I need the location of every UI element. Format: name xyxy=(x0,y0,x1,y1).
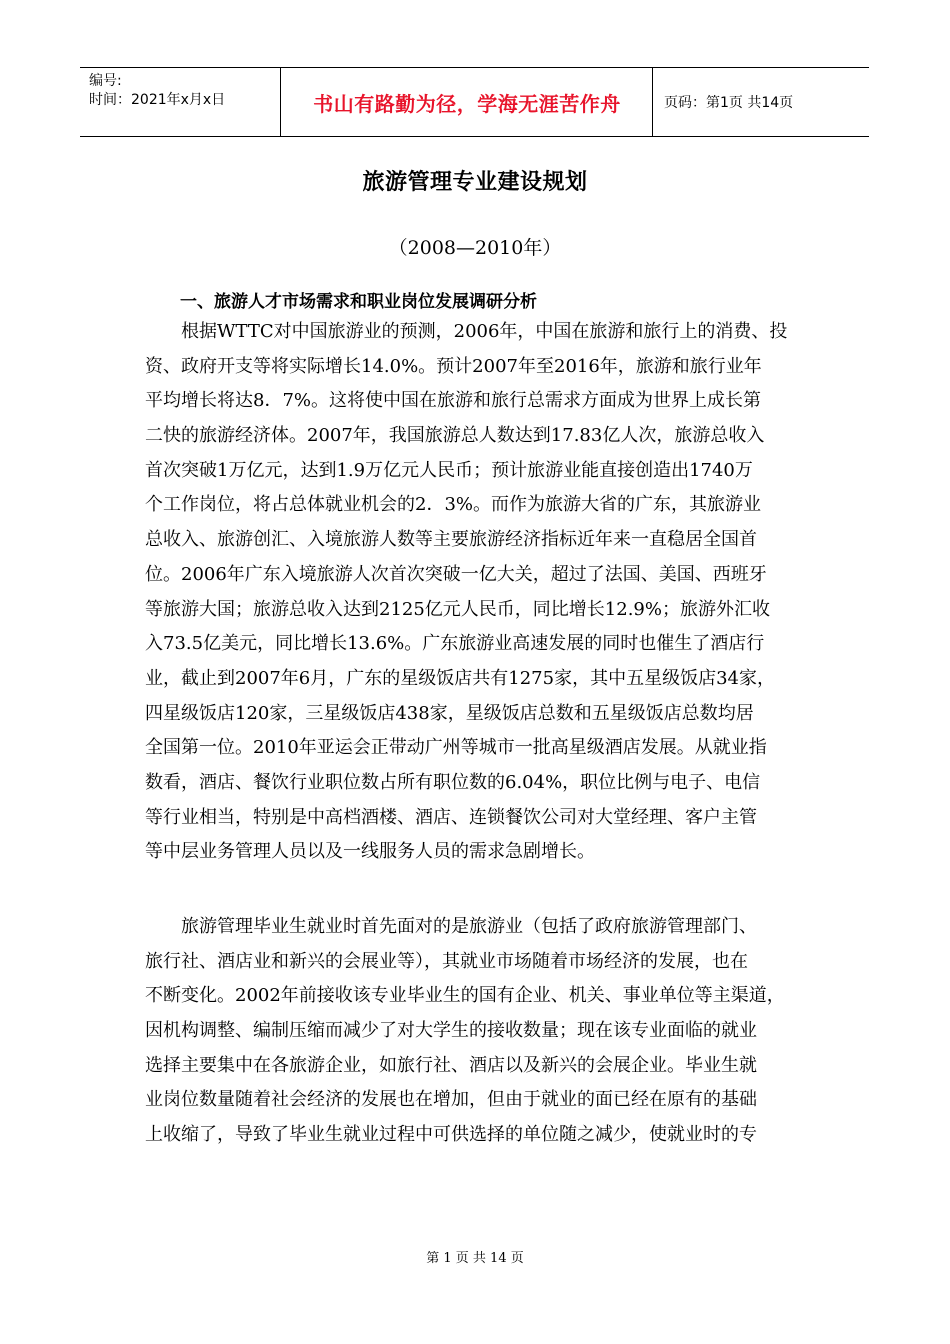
text-line: 不断变化。2002年前接收该专业毕业生的国有企业、机关、事业单位等主渠道， xyxy=(145,985,785,1007)
text-line: 平均增长将达8．7%。这将使中国在旅游和旅行总需求方面成为世界上成长第 xyxy=(145,390,762,412)
text-line: 资、政府开支等将实际增长14.0%。预计2007年至2016年，旅游和旅行业年 xyxy=(145,355,762,377)
text-line: 旅游管理毕业生就业时首先面对的是旅游业（包括了政府旅游管理部门、 xyxy=(145,916,757,937)
text-line: 等中层业务管理人员以及一线服务人员的需求急剧增长。 xyxy=(145,841,595,863)
text-line: 数看，酒店、餐饮行业职位数占所有职位数的6.04%，职位比例与电子、电信 xyxy=(145,771,761,793)
text-line: 等行业相当，特别是中高档酒楼、酒店、连锁餐饮公司对大堂经理、客户主管 xyxy=(145,806,757,828)
text-line: 根据WTTC对中国旅游业的预测，2006年，中国在旅游和旅行上的消费、投 xyxy=(145,321,788,342)
paragraph-2 xyxy=(145,910,810,1153)
text-line: 四星级饭店120家，三星级饭店438家，星级饭店总数和五星级饭店总数均居 xyxy=(145,702,754,724)
header-meta xyxy=(89,72,279,110)
header-divider xyxy=(280,68,281,136)
paragraph-1 xyxy=(145,315,810,870)
text-line: 全国第一位。2010年亚运会正带动广州等城市一批高星级酒店发展。从就业指 xyxy=(145,737,767,759)
text-line: 上收缩了，导致了毕业生就业过程中可供选择的单位随之减少，使就业时的专 xyxy=(145,1124,757,1146)
page-footer: 第 1 页 共 14 页 xyxy=(426,1251,524,1266)
text-line: 入73.5亿美元，同比增长13.6%。广东旅游业高速发展的同时也催生了酒店行 xyxy=(145,633,765,655)
document-subtitle: （2008—2010年） xyxy=(388,237,562,259)
header-divider xyxy=(652,68,653,136)
text-line: 总收入、旅游创汇、入境旅游人数等主要旅游经济指标近年来一直稳居全国首 xyxy=(145,529,757,551)
document-time-label: 时间：2021年x月x日 xyxy=(89,92,226,108)
document-header xyxy=(80,67,869,137)
text-line: 业，截止到2007年6月，广东的星级饭店共有1275家，其中五星级饭店34家， xyxy=(145,667,775,689)
document-number-label: 编号: xyxy=(89,73,122,89)
text-line: 因机构调整、编制压缩而减少了对大学生的接收数量；现在该专业面临的就业 xyxy=(145,1020,757,1042)
text-line: 业岗位数量随着社会经济的发展也在增加，但由于就业的面已经在原有的基础 xyxy=(145,1089,757,1111)
document-title: 旅游管理专业建设规划 xyxy=(362,170,588,195)
text-line: 位。2006年广东入境旅游人次首次突破一亿大关，超过了法国、美国、西班牙 xyxy=(145,563,767,585)
text-line: 二快的旅游经济体。2007年，我国旅游总人数达到17.83亿人次，旅游总收入 xyxy=(145,425,765,447)
text-line: 个工作岗位，将占总体就业机会的2．3%。而作为旅游大省的广东，其旅游业 xyxy=(145,494,762,516)
text-line: 等旅游大国；旅游总收入达到2125亿元人民币，同比增长12.9%；旅游外汇收 xyxy=(145,598,770,620)
text-line: 选择主要集中在各旅游企业，如旅行社、酒店以及新兴的会展企业。毕业生就 xyxy=(145,1054,757,1076)
section-heading: 一、旅游人才市场需求和职业岗位发展调研分析 xyxy=(180,292,537,312)
text-line: 首次突破1万亿元，达到1.9万亿元人民币；预计旅游业能直接创造出1740万 xyxy=(145,459,753,481)
text-line: 旅行社、酒店业和新兴的会展业等），其就业市场随着市场经济的发展，也在 xyxy=(145,950,748,972)
header-page-info: 页码：第1页 共14页 xyxy=(664,95,794,111)
header-motto: 书山有路勤为径，学海无涯苦作舟 xyxy=(313,91,621,116)
